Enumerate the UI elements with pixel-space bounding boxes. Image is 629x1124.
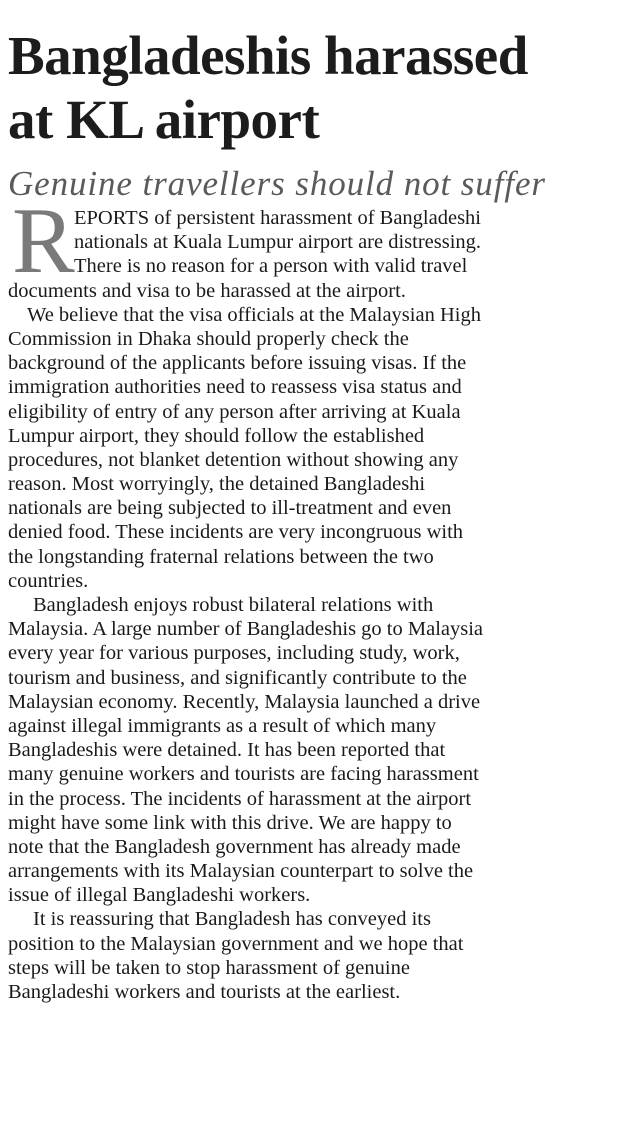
text-line: Malaysia. A large number of Bangladeshis go to Malaysia <box>8 618 484 641</box>
text-line: denied food. These incidents are very incongruous with <box>8 521 464 544</box>
text-line: issue of illegal Bangladeshi workers. <box>8 884 311 907</box>
text-line: Lumpur airport, they should follow the established <box>8 424 425 447</box>
text-line: might have some link with this drive. We are happy to <box>8 811 452 834</box>
text-line: countries. <box>8 569 89 592</box>
text-line: It is reassuring that Bangladesh has conveyed its <box>33 908 431 931</box>
paragraph-1 <box>8 189 620 303</box>
text-line: Bangladeshi workers and tourists at the earliest. <box>8 981 401 1003</box>
article-body <box>8 189 620 1004</box>
drop-cap: R <box>12 189 75 293</box>
paragraph-2 <box>8 303 620 593</box>
text-line: eligibility of entry of any person after arriving at Kuala <box>8 400 461 423</box>
text-line: Bangladesh enjoys robust bilateral relations with <box>33 594 434 616</box>
text-line: Bangladeshis were detained. It has been reported that <box>8 739 446 762</box>
text-line: steps will be taken to stop harassment of genuine <box>8 956 410 979</box>
text-line: We believe that the visa officials at the Malaysian High <box>27 303 481 326</box>
subheadline: Genuine travellers should not suffer <box>8 164 546 203</box>
editorial-article <box>8 0 620 1004</box>
text-line: background of the applicants before issuing visas. If the <box>8 352 467 375</box>
headline-line: Bangladeshis harassed <box>8 25 528 86</box>
text-line: nationals are being subjected to ill-treatment and even <box>8 497 452 520</box>
text-line: reason. Most worryingly, the detained Bangladeshi <box>8 473 426 496</box>
text-line: in the process. The incidents of harassment at the airport <box>8 787 472 810</box>
headline-line: at KL airport <box>8 89 320 150</box>
text-line: against illegal immigrants as a result of which many <box>8 714 437 737</box>
text-line: Commission in Dhaka should properly check the <box>8 327 409 350</box>
text-line: procedures, not blanket detention without showing any <box>8 448 459 471</box>
paragraph-4 <box>8 907 620 1004</box>
text-line: arrangements with its Malaysian counterpart to solve the <box>8 860 474 883</box>
headline <box>8 24 620 152</box>
text-line: every year for various purposes, including study, work, <box>8 642 460 665</box>
text-line: nationals at Kuala Lumpur airport are distressing. <box>74 231 482 254</box>
text-line: documents and visa to be harassed at the airport. <box>8 279 406 302</box>
text-line: tourism and business, and significantly contribute to the <box>8 666 467 689</box>
text-line: There is no reason for a person with valid travel <box>74 255 468 278</box>
text-line: EPORTS of persistent harassment of Bangladeshi <box>74 207 481 229</box>
text-line: Malaysian economy. Recently, Malaysia launched a drive <box>8 690 481 713</box>
text-line: immigration authorities need to reassess visa status and <box>8 376 462 399</box>
text-line: position to the Malaysian government and we hope that <box>8 932 464 955</box>
text-line: many genuine workers and tourists are facing harassment <box>8 763 479 786</box>
paragraph-3 <box>8 593 620 907</box>
text-line: note that the Bangladesh government has already made <box>8 835 461 858</box>
text-line: the longstanding fraternal relations between the two <box>8 545 434 568</box>
